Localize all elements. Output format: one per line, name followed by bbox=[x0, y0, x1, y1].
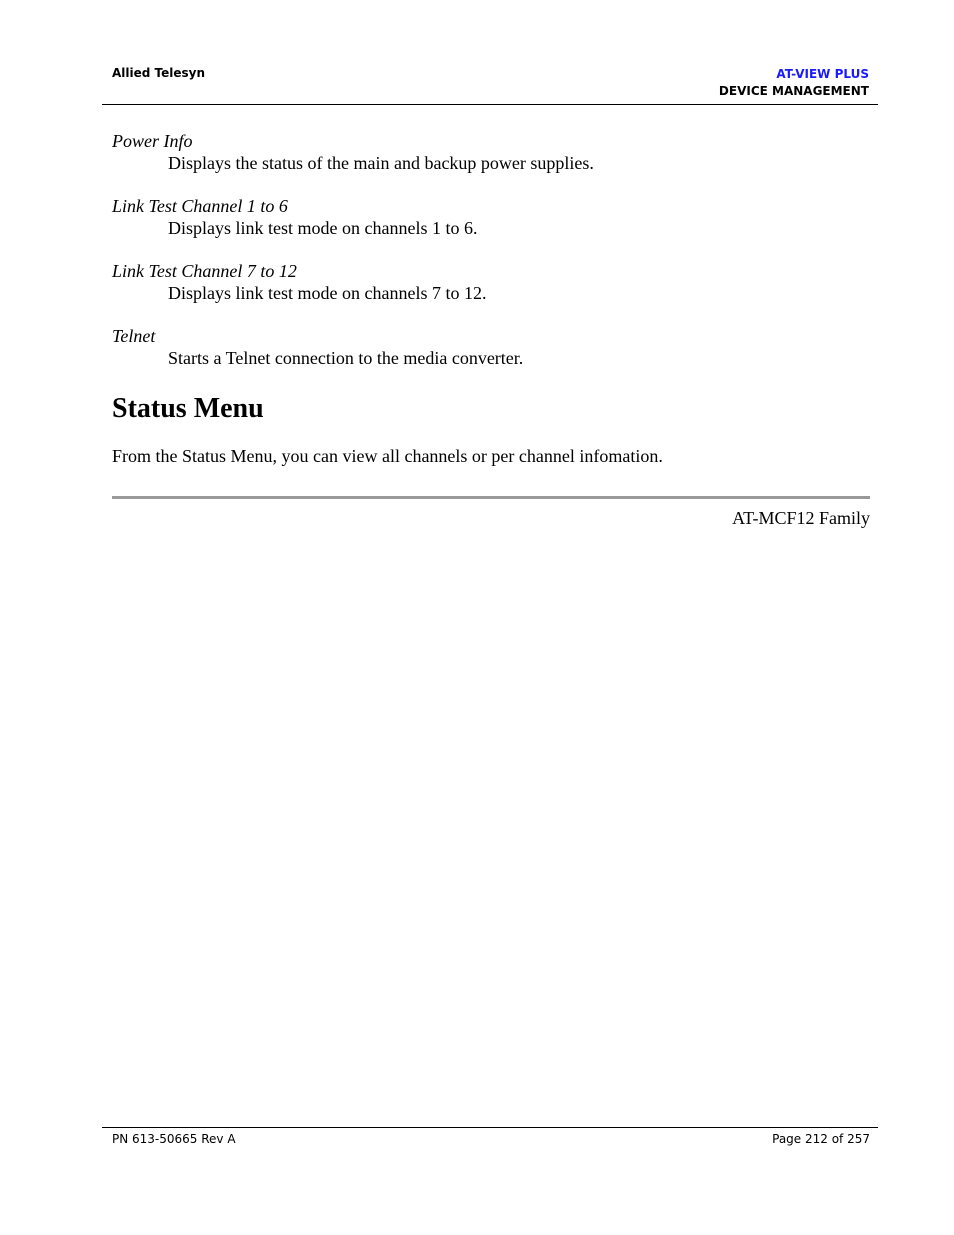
definition-item bbox=[112, 130, 870, 174]
header-product: AT-VIEW PLUS bbox=[776, 67, 869, 81]
footer-page-number: Page 212 of 257 bbox=[772, 1132, 870, 1146]
page-content bbox=[112, 130, 870, 467]
footer-part-number: PN 613-50665 Rev A bbox=[112, 1132, 236, 1146]
definition-item bbox=[112, 260, 870, 304]
header-section: DEVICE MANAGEMENT bbox=[718, 84, 869, 98]
definition-term: Power Info bbox=[112, 131, 193, 151]
content-divider bbox=[112, 496, 870, 499]
section-paragraph: From the Status Menu, you can view all channels or per channel infomation. bbox=[112, 446, 663, 466]
definition-item bbox=[112, 195, 870, 239]
footer-divider bbox=[102, 1127, 878, 1128]
header-divider bbox=[102, 104, 878, 105]
product-family-label: AT-MCF12 Family bbox=[732, 508, 870, 528]
definition-list bbox=[112, 130, 870, 369]
header-right bbox=[719, 66, 869, 100]
definition-term: Link Test Channel 1 to 6 bbox=[112, 196, 288, 216]
header-company: Allied Telesyn bbox=[112, 66, 206, 80]
definition-term: Link Test Channel 7 to 12 bbox=[112, 261, 297, 281]
section-heading: Status Menu bbox=[112, 393, 264, 424]
definition-term: Telnet bbox=[112, 326, 156, 346]
definition-item bbox=[112, 325, 870, 369]
definition-description: Displays the status of the main and backup power supplies. bbox=[168, 153, 594, 173]
definition-description: Displays link test mode on channels 7 to 12. bbox=[168, 283, 487, 303]
definition-description: Starts a Telnet connection to the media converter. bbox=[168, 348, 524, 368]
definition-description: Displays link test mode on channels 1 to 6. bbox=[168, 218, 478, 238]
